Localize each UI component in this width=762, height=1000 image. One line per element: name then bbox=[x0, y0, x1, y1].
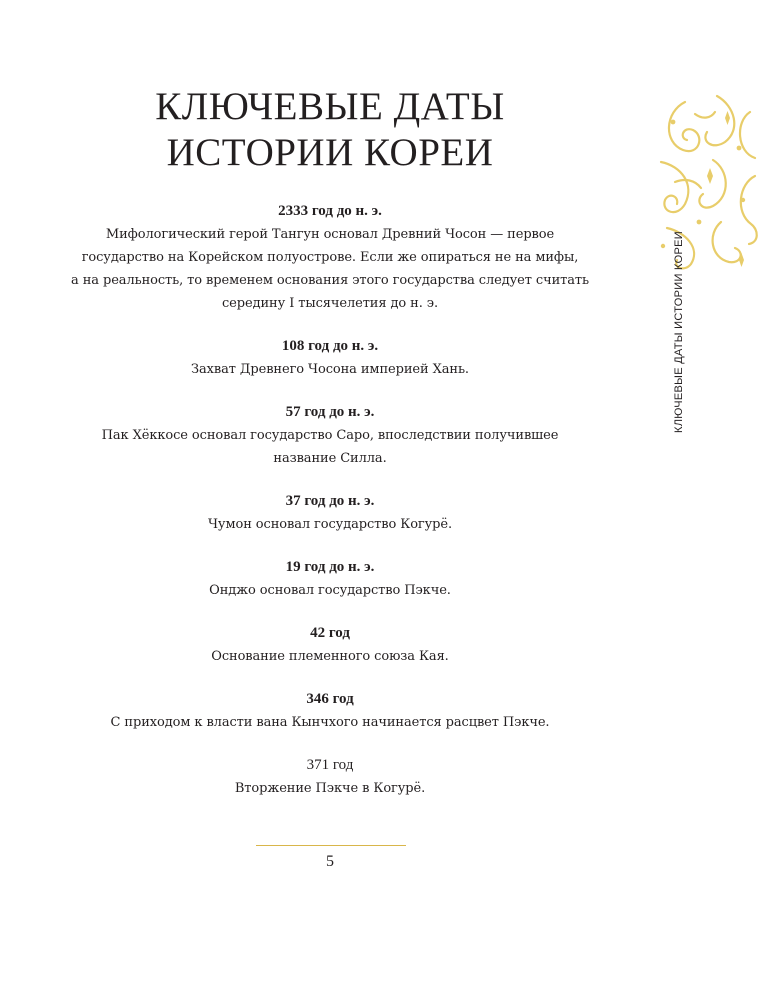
timeline-entry bbox=[50, 401, 610, 470]
entry-text-line: название Силла. bbox=[273, 451, 387, 466]
timeline-entry bbox=[50, 490, 610, 536]
title-line-1: КЛЮЧЕВЫЕ ДАТЫ bbox=[155, 85, 505, 128]
page-number: 5 bbox=[326, 853, 334, 870]
entry-year: 57 год до н. э. bbox=[285, 404, 375, 420]
timeline bbox=[50, 200, 610, 820]
entry-text-line: Мифологический герой Тангун основал Древний Чосон — первое bbox=[105, 227, 555, 242]
entry-text-line: Чумон основал государство Когурё. bbox=[207, 517, 453, 532]
entry-year: 37 год до н. э. bbox=[285, 493, 375, 509]
entry-text-line: Онджо основал государство Пэкче. bbox=[209, 583, 451, 598]
timeline-entry bbox=[50, 688, 610, 734]
entry-text-line: а на реальность, то временем основания этого государства следует считать bbox=[71, 273, 589, 288]
running-head: КЛЮЧЕВЫЕ ДАТЫ ИСТОРИИ КОРЕИ bbox=[673, 231, 685, 433]
entry-text-line: государство на Корейском полуострове. Если же опираться не на мифы, bbox=[81, 250, 579, 265]
entry-text-line: Вторжение Пэкче в Когурё. bbox=[234, 781, 426, 796]
entry-year: 371 год bbox=[306, 757, 354, 773]
entry-text-line: середину I тысячелетия до н. э. bbox=[221, 296, 439, 311]
title-line-2: ИСТОРИИ КОРЕИ bbox=[166, 131, 494, 174]
ornament-icon bbox=[655, 92, 762, 274]
entry-year: 2333 год до н. э. bbox=[278, 203, 382, 219]
entry-year: 42 год bbox=[310, 625, 350, 641]
timeline-entry bbox=[50, 622, 610, 668]
entry-text-line: Пак Хёккосе основал государство Саро, впоследствии получившее bbox=[101, 428, 559, 443]
entry-text-line: С приходом к власти вана Кынчхого начинается расцвет Пэкче. bbox=[110, 715, 550, 730]
timeline-entry bbox=[50, 200, 610, 315]
timeline-entry bbox=[50, 556, 610, 602]
page-title bbox=[60, 84, 600, 176]
entry-text-line: Основание племенного союза Кая. bbox=[211, 649, 449, 664]
entry-year: 108 год до н. э. bbox=[281, 338, 379, 354]
entry-year: 19 год до н. э. bbox=[285, 559, 375, 575]
timeline-entry bbox=[50, 754, 610, 800]
entry-year: 346 год bbox=[306, 691, 354, 707]
timeline-entry bbox=[50, 335, 610, 381]
entry-text-line: Захват Древнего Чосона империей Хань. bbox=[191, 362, 469, 377]
footer-rule bbox=[256, 845, 406, 846]
